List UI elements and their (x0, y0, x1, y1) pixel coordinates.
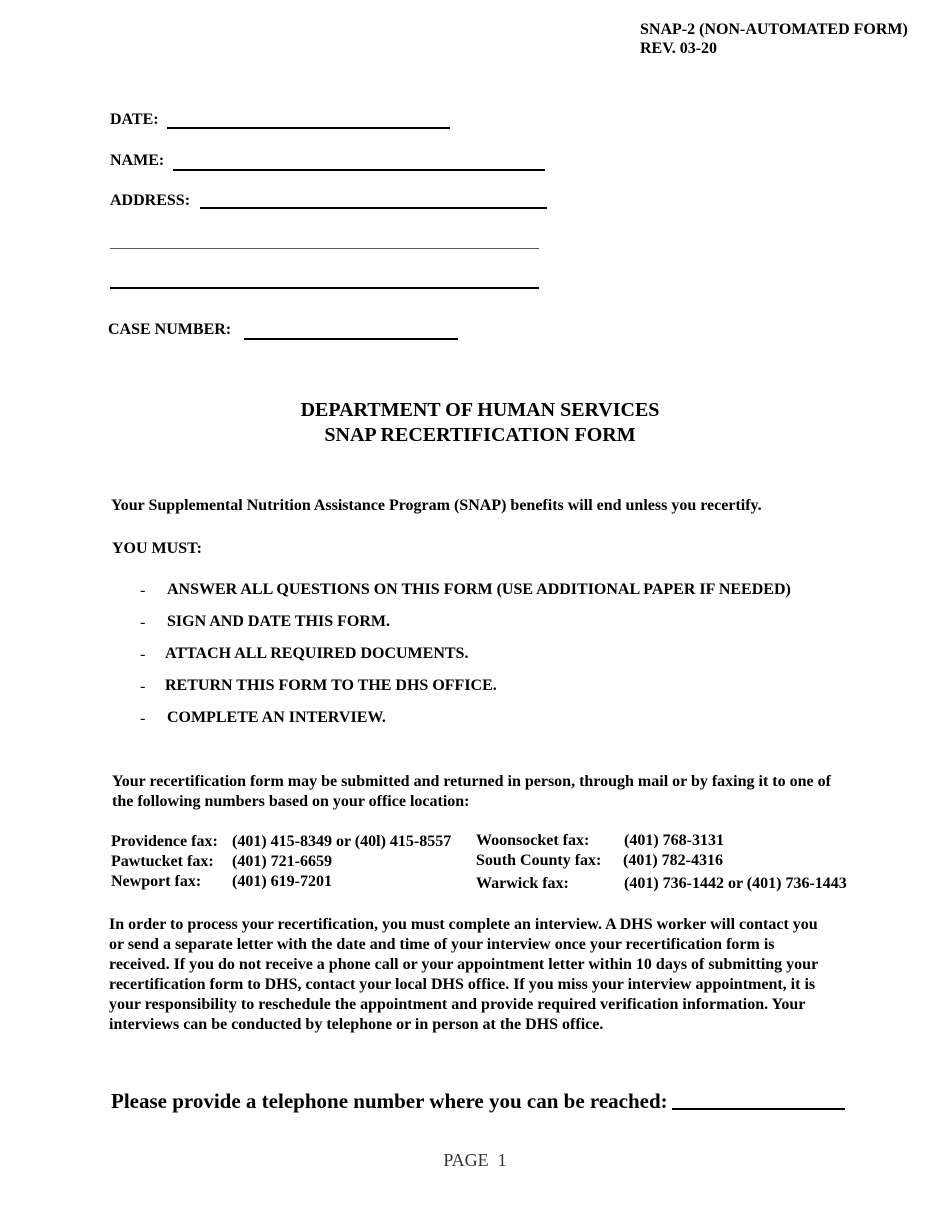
case-number-field[interactable] (244, 338, 458, 340)
form-header (640, 20, 908, 58)
address-field-line3[interactable] (110, 287, 539, 289)
fax-number: (401) 619-7201 (232, 873, 332, 890)
page-number: PAGE 1 (443, 1150, 507, 1170)
fax-number: (401) 721-6659 (232, 853, 332, 870)
form-title (30, 398, 950, 448)
interview-text: In order to process your recertification, you must complete an interview. A DHS worker will contact you or send a separate letter with the date and time of your interview once your recertification form is received. If you do not receive a phone call or your appointment letter within 10 days of submitting your recertification form to DHS, contact your local DHS office. If you miss your interview appointment, it is your responsibility to reschedule the appointment and provide required verification information. Your interviews can be conducted by telephone or in person at the DHS office. (109, 916, 818, 1033)
list-bullet: - (140, 646, 146, 663)
submission-text: Your recertification form may be submitted and returned in person, through mail or by faxing it to one of the following numbers based on your office location: (112, 773, 831, 810)
fax-label: Newport fax: (111, 873, 202, 890)
list-bullet: - (140, 710, 146, 727)
intro-text: Your Supplemental Nutrition Assistance Program (SNAP) benefits will end unless you recertify. (111, 497, 762, 514)
date-label: DATE: (110, 111, 159, 128)
address-field-line2[interactable] (110, 248, 539, 249)
fax-number: (401) 768-3131 (624, 832, 724, 849)
fax-number: (401) 415-8349 or (40l) 415-8557 (232, 833, 452, 850)
list-item: RETURN THIS FORM TO THE DHS OFFICE. (165, 677, 497, 694)
fax-label: Providence fax: (111, 833, 218, 850)
department-title: DEPARTMENT OF HUMAN SERVICES (300, 399, 660, 421)
list-item: SIGN AND DATE THIS FORM. (167, 613, 390, 630)
list-bullet: - (140, 614, 146, 631)
address-label: ADDRESS: (110, 192, 191, 209)
list-bullet: - (140, 582, 146, 599)
list-item: COMPLETE AN INTERVIEW. (167, 709, 386, 726)
list-item: ANSWER ALL QUESTIONS ON THIS FORM (USE ADDITIONAL PAPER IF NEEDED) (167, 581, 791, 598)
fax-number: (401) 736-1442 or (401) 736-1443 (624, 875, 847, 892)
case-number-label: CASE NUMBER: (108, 321, 232, 338)
fax-label: Woonsocket fax: (476, 832, 590, 849)
phone-number-field[interactable] (672, 1108, 845, 1110)
name-label: NAME: (110, 152, 165, 169)
list-bullet: - (140, 678, 146, 695)
name-field[interactable] (173, 169, 545, 171)
date-field[interactable] (167, 127, 450, 129)
form-revision: REV. 03-20 (640, 40, 718, 57)
fax-label: Pawtucket fax: (111, 853, 214, 870)
list-item: ATTACH ALL REQUIRED DOCUMENTS. (165, 645, 469, 662)
phone-prompt: Please provide a telephone number where you can be reached: (111, 1089, 668, 1113)
you-must-label: YOU MUST: (112, 540, 202, 557)
address-field-line1[interactable] (200, 207, 547, 209)
form-name-title: SNAP RECERTIFICATION FORM (324, 424, 636, 446)
fax-label: South County fax: (476, 852, 602, 869)
form-code: SNAP-2 (NON-AUTOMATED FORM) (640, 21, 908, 38)
fax-number: (401) 782-4316 (623, 852, 723, 869)
fax-label: Warwick fax: (476, 875, 569, 892)
